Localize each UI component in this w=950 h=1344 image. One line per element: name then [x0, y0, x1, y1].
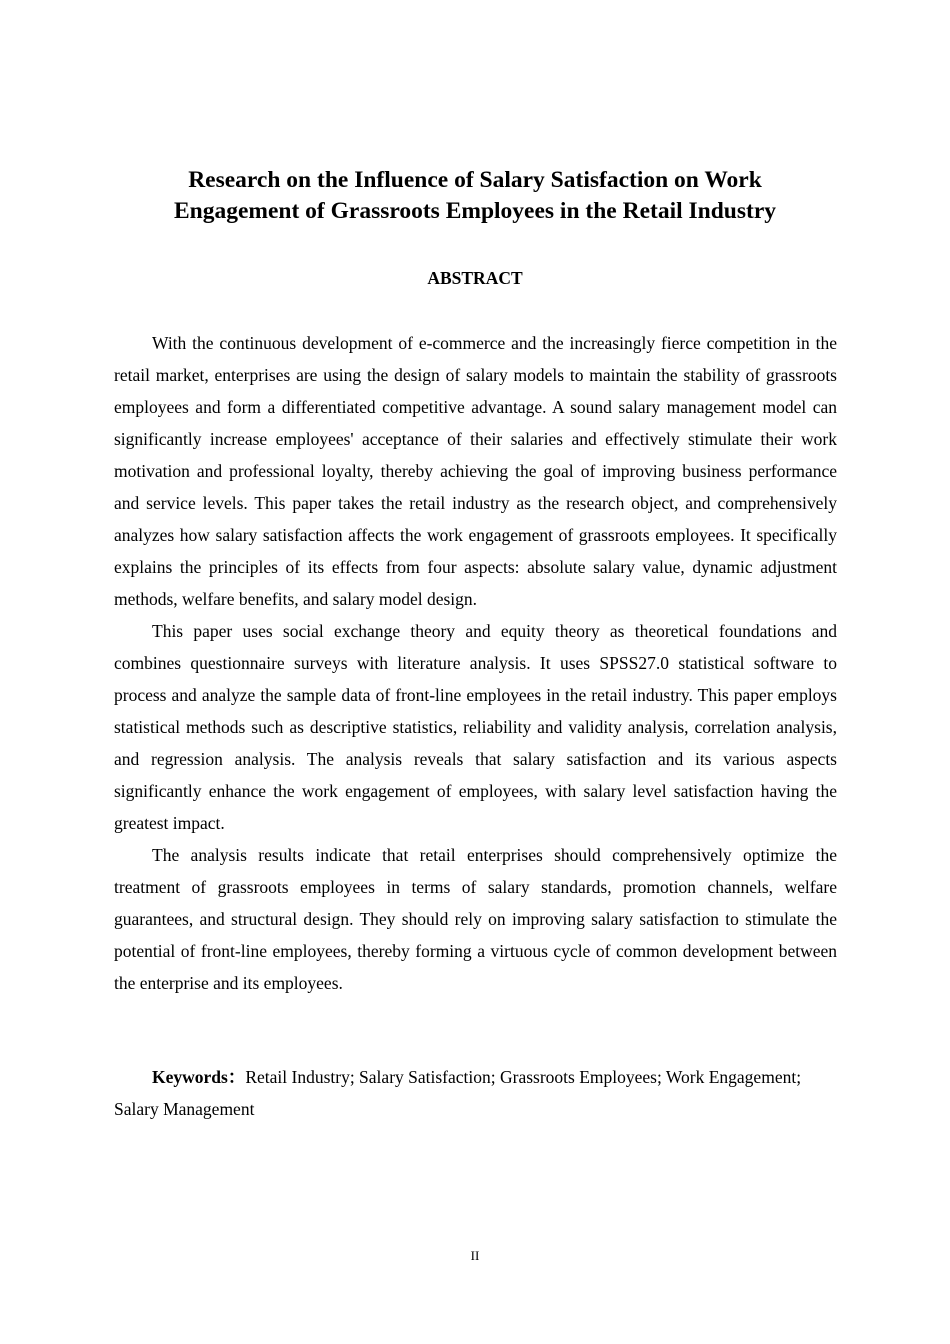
abstract-body — [114, 327, 837, 999]
abstract-heading: ABSTRACT — [427, 268, 523, 288]
paper-title — [100, 165, 850, 227]
paper-title-line-2: Engagement of Grassroots Employees in the Retail Industry — [173, 198, 777, 224]
paper-title-line-1: Research on the Influence of Salary Satisfaction on Work — [188, 167, 762, 193]
keywords-label: Keywords： — [152, 1067, 246, 1087]
abstract-paragraph-2: This paper uses social exchange theory and equity theory as theoretical foundations and combines questionnaire surveys with literature analysis. It uses SPSS27.0 statistical software to process and analyze the sample data of front-line employees in the retail industry. This paper employs statistical methods such as descriptive statistics, reliability and validity analysis, correlation analysis, and regression analysis. The analysis reveals that salary satisfaction and its various aspects significantly enhance the work engagement of employees, with salary level satisfaction having the greatest impact. — [114, 621, 837, 833]
page-number: II — [470, 1248, 480, 1263]
abstract-paragraph-1: With the continuous development of e-commerce and the increasingly fierce competition in the retail market, enterprises are using the design of salary models to maintain the stability of grassroots employees and form a differentiated competitive advantage. A sound salary management model can significantly increase employees' acceptance of their salaries and effectively stimulate their work motivation and professional loyalty, thereby achieving the goal of improving business performance and service levels. This paper takes the retail industry as the research object, and comprehensively analyzes how salary satisfaction affects the work engagement of grassroots employees. It specifically explains the principles of its effects from four aspects: absolute salary value, dynamic adjustment methods, welfare benefits, and salary model design. — [114, 333, 837, 609]
abstract-paragraph-3: The analysis results indicate that retail enterprises should comprehensively optimize the treatment of grassroots employees in terms of salary standards, promotion channels, welfare guarantees, and structural design. They should rely on improving salary satisfaction to stimulate the potential of front-line employees, thereby forming a virtuous cycle of common development between the enterprise and its employees. — [114, 845, 837, 993]
keywords-text: Retail Industry; Salary Satisfaction; Grassroots Employees; Work Engagement; Salary Management — [114, 1067, 802, 1119]
keywords-section — [114, 1061, 837, 1125]
